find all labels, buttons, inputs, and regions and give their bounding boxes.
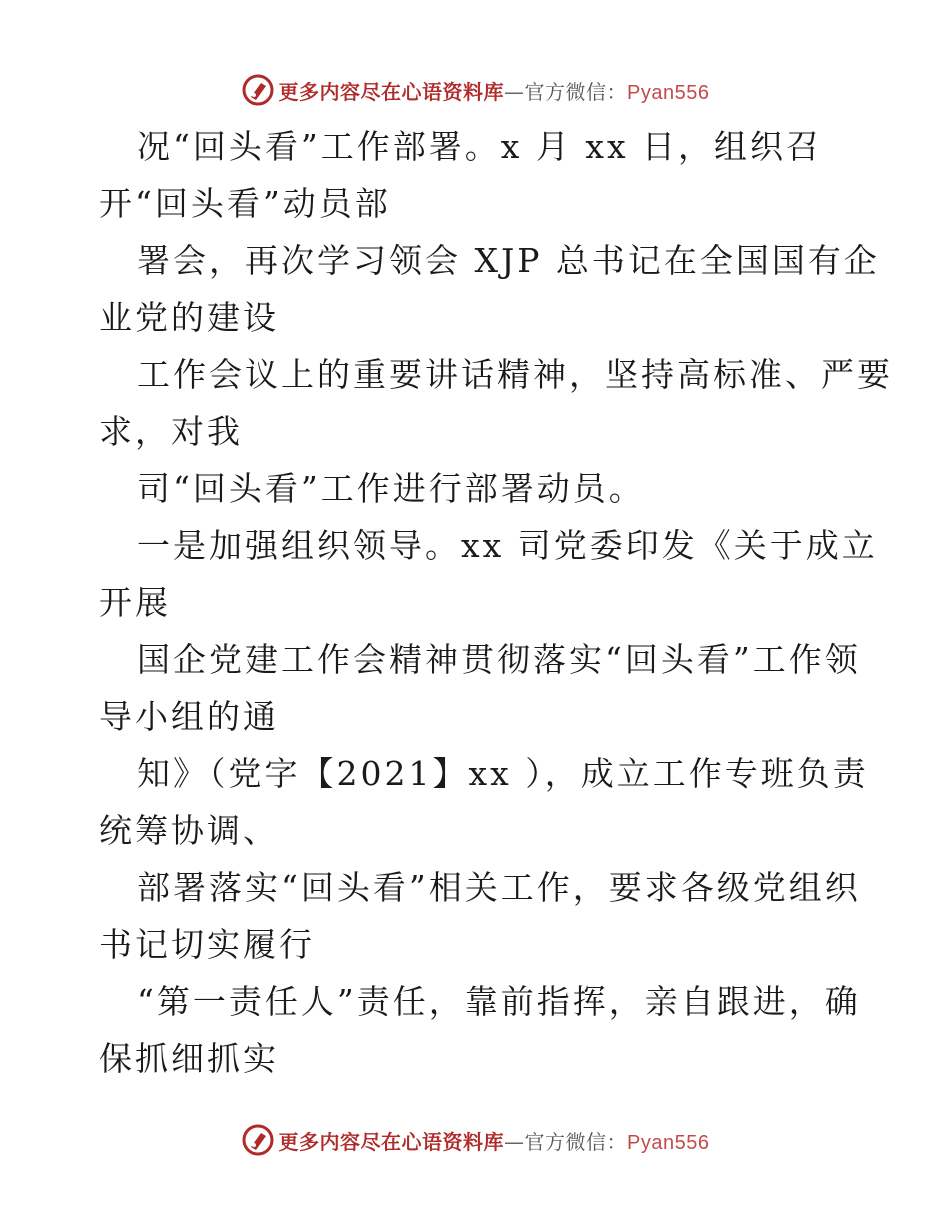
pen-nib-logo-icon xyxy=(241,73,275,107)
text-line: 开展 xyxy=(99,583,171,622)
text-line: 国企党建工作会精神贯彻落实“回头看”工作领 xyxy=(137,640,861,679)
text-line: 保抓细抓实 xyxy=(99,1039,279,1078)
text-line: 知》（党字【2021】xx ），成立工作专班负责 xyxy=(137,754,869,793)
text-line: 部署落实“回头看”相关工作，要求各级党组织 xyxy=(137,868,861,907)
text-line: 统筹协调、 xyxy=(99,811,279,850)
text-line: 书记切实履行 xyxy=(99,925,315,964)
text-line: 开“回头看”动员部 xyxy=(99,184,391,223)
text-line: 工作会议上的重要讲话精神，坚持高标准、严要 xyxy=(137,355,893,394)
text-line: “第一责任人”责任，靠前指挥，亲自跟进，确 xyxy=(137,982,861,1021)
text-line: 一是加强组织领导。xx 司党委印发《关于成立 xyxy=(137,526,878,565)
watermark-text: 更多内容尽在心语资料库—官方微信：Pyan556 xyxy=(278,1129,710,1154)
watermark-text: 更多内容尽在心语资料库—官方微信：Pyan556 xyxy=(278,79,710,104)
text-line: 业党的建设 xyxy=(99,298,279,337)
watermark-banner-bottom xyxy=(0,1120,950,1160)
text-line: 署会，再次学习领会 XJP 总书记在全国国有企 xyxy=(137,241,880,280)
text-line: 求，对我 xyxy=(99,412,243,451)
pen-nib-logo-icon xyxy=(241,1123,275,1157)
text-line: 况“回头看”工作部署。x 月 xx 日，组织召 xyxy=(137,127,823,166)
text-line: 司“回头看”工作进行部署动员。 xyxy=(137,469,645,508)
text-line: 导小组的通 xyxy=(99,697,279,736)
watermark-banner-top xyxy=(0,70,950,110)
